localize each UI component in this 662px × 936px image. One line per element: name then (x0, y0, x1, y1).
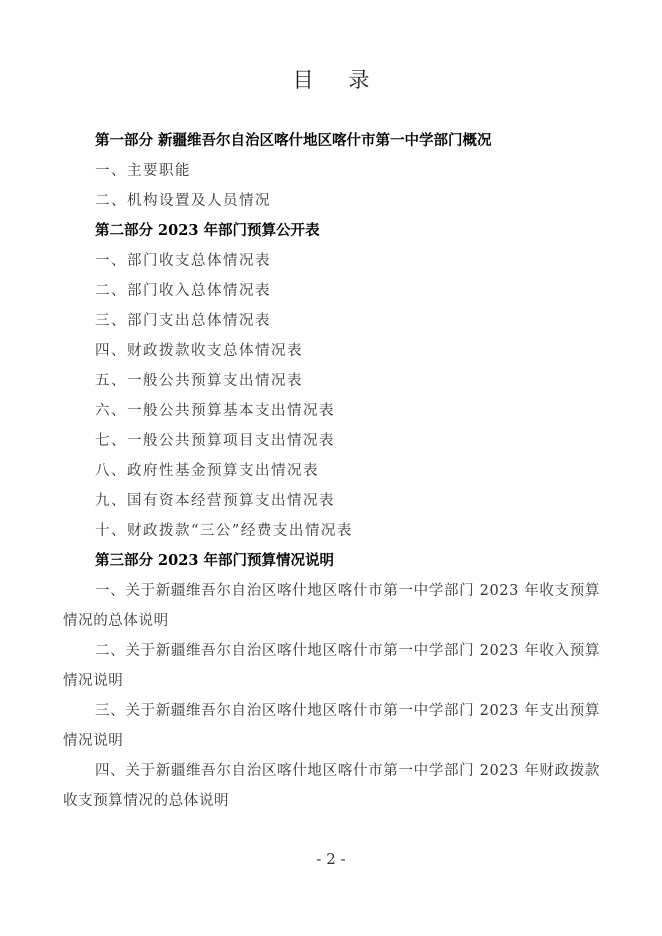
toc-item[interactable]: 二、关于新疆维吾尔自治区喀什地区喀什市第一中学部门 2023 年收入预算情况说明 (63, 643, 600, 689)
toc-part-3-heading[interactable]: 第三部分 2023 年部门预算情况说明 (95, 552, 334, 569)
toc-part-1-heading[interactable]: 第一部分 新疆维吾尔自治区喀什地区喀什市第一中学部门概况 (95, 132, 492, 149)
toc-item[interactable]: 五、一般公共预算支出情况表 (95, 373, 303, 389)
toc-item[interactable]: 四、财政拨款收支总体情况表 (95, 343, 303, 359)
toc-item[interactable]: 三、部门支出总体情况表 (95, 313, 271, 329)
page-title: 目 录 (292, 68, 384, 92)
toc-item[interactable]: 一、部门收支总体情况表 (95, 253, 271, 269)
toc-item[interactable]: 二、机构设置及人员情况 (95, 193, 271, 209)
toc-item[interactable]: 三、关于新疆维吾尔自治区喀什地区喀什市第一中学部门 2023 年支出预算情况说明 (63, 703, 600, 749)
toc-item[interactable]: 六、一般公共预算基本支出情况表 (95, 403, 335, 419)
toc-part-2-heading[interactable]: 第二部分 2023 年部门预算公开表 (95, 222, 320, 239)
toc-item[interactable]: 四、关于新疆维吾尔自治区喀什地区喀什市第一中学部门 2023 年财政拨款收支预算情况的总体说明 (63, 763, 600, 809)
toc-item[interactable]: 一、主要职能 (95, 163, 191, 179)
toc-item[interactable]: 二、部门收入总体情况表 (95, 283, 271, 299)
toc-item[interactable]: 九、国有资本经营预算支出情况表 (95, 493, 335, 509)
toc-item[interactable]: 十、财政拨款“三公”经费支出情况表 (95, 523, 353, 539)
toc-item[interactable]: 一、关于新疆维吾尔自治区喀什地区喀什市第一中学部门 2023 年收支预算情况的总体说明 (63, 583, 600, 629)
page-number: - 2 - (316, 850, 346, 868)
table-of-contents (63, 126, 600, 816)
toc-item[interactable]: 八、政府性基金预算支出情况表 (95, 463, 319, 479)
toc-item[interactable]: 七、一般公共预算项目支出情况表 (95, 433, 335, 449)
